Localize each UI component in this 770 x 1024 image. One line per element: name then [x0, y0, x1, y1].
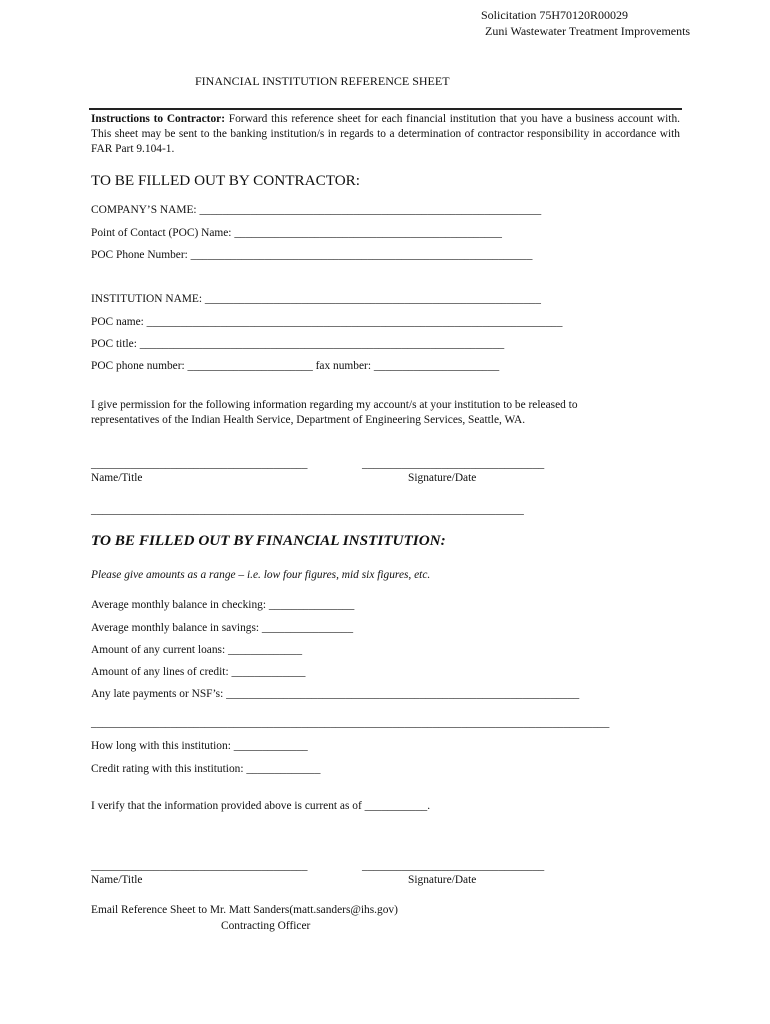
instructions-body: Forward this reference sheet for each financial institution that you have a business account with. This sheet may be sent to the banking institution/s in regards to a determination of contractor responsibility in accordance with FAR Part 9.104-1. — [91, 113, 680, 155]
institution-signature-line[interactable]: ________________________________ — [362, 860, 545, 872]
contractor-section-heading: TO BE FILLED OUT BY CONTRACTOR: — [91, 172, 361, 189]
contractor-signature-line[interactable]: ________________________________ — [362, 458, 545, 470]
institution-section-heading: TO BE FILLED OUT BY FINANCIAL INSTITUTION: — [91, 532, 446, 549]
contractor-signature-date-label: Signature/Date — [408, 472, 477, 484]
institution-poc-name-field[interactable]: POC name: _________________________________________________________________________ — [91, 316, 563, 328]
savings-balance-field[interactable]: Average monthly balance in savings: ________________ — [91, 622, 354, 634]
instructions-paragraph — [91, 112, 680, 157]
institution-poc-phone-fax-field[interactable]: POC phone number: ______________________ fax number: ______________________ — [91, 360, 500, 372]
contracting-officer-title: Contracting Officer — [221, 920, 311, 932]
section-separator: ____________________________________________________________________________ — [91, 504, 524, 516]
length-of-relationship-field[interactable]: How long with this institution: _____________ — [91, 740, 308, 752]
institution-poc-title-field[interactable]: POC title: ________________________________________________________________ — [91, 338, 505, 350]
late-payments-field[interactable]: Any late payments or NSF’s: ______________________________________________________________ — [91, 688, 580, 700]
late-payments-continuation-line[interactable]: ___________________________________________________________________________________________ — [91, 717, 610, 729]
document-title: FINANCIAL INSTITUTION REFERENCE SHEET — [195, 74, 450, 88]
contractor-name-title-line[interactable]: ______________________________________ — [91, 458, 308, 470]
poc-phone-field[interactable]: POC Phone Number: ____________________________________________________________ — [91, 249, 533, 261]
contractor-name-title-label: Name/Title — [91, 472, 143, 484]
title-rule — [89, 108, 682, 110]
verification-statement[interactable]: I verify that the information provided above is current as of ___________. — [91, 800, 431, 812]
amount-range-note: Please give amounts as a range – i.e. low four figures, mid six figures, etc. — [91, 569, 431, 581]
institution-name-title-line[interactable]: ______________________________________ — [91, 860, 308, 872]
permission-statement: I give permission for the following information regarding my account/s at your institution to be released to representatives of the Indian Health Service, Department of Engineering Services, Seattle, WA. — [91, 399, 578, 426]
solicitation-number: Solicitation 75H70120R00029 — [481, 8, 628, 22]
email-instruction: Email Reference Sheet to Mr. Matt Sanders(matt.sanders@ihs.gov) — [91, 904, 398, 916]
institution-name-field[interactable]: INSTITUTION NAME: ___________________________________________________________ — [91, 293, 541, 305]
checking-balance-field[interactable]: Average monthly balance in checking: _______________ — [91, 599, 355, 611]
project-name: Zuni Wastewater Treatment Improvements — [485, 24, 691, 38]
credit-rating-field[interactable]: Credit rating with this institution: _____________ — [91, 763, 321, 775]
current-loans-field[interactable]: Amount of any current loans: _____________ — [91, 644, 303, 656]
poc-name-field[interactable]: Point of Contact (POC) Name: _______________________________________________ — [91, 227, 502, 239]
institution-name-title-label: Name/Title — [91, 874, 143, 886]
lines-of-credit-field[interactable]: Amount of any lines of credit: _____________ — [91, 666, 306, 678]
institution-signature-date-label: Signature/Date — [408, 874, 477, 886]
instructions-lead: Instructions to Contractor: — [91, 113, 226, 125]
company-name-field[interactable]: COMPANY’S NAME: ____________________________________________________________ — [91, 204, 542, 216]
